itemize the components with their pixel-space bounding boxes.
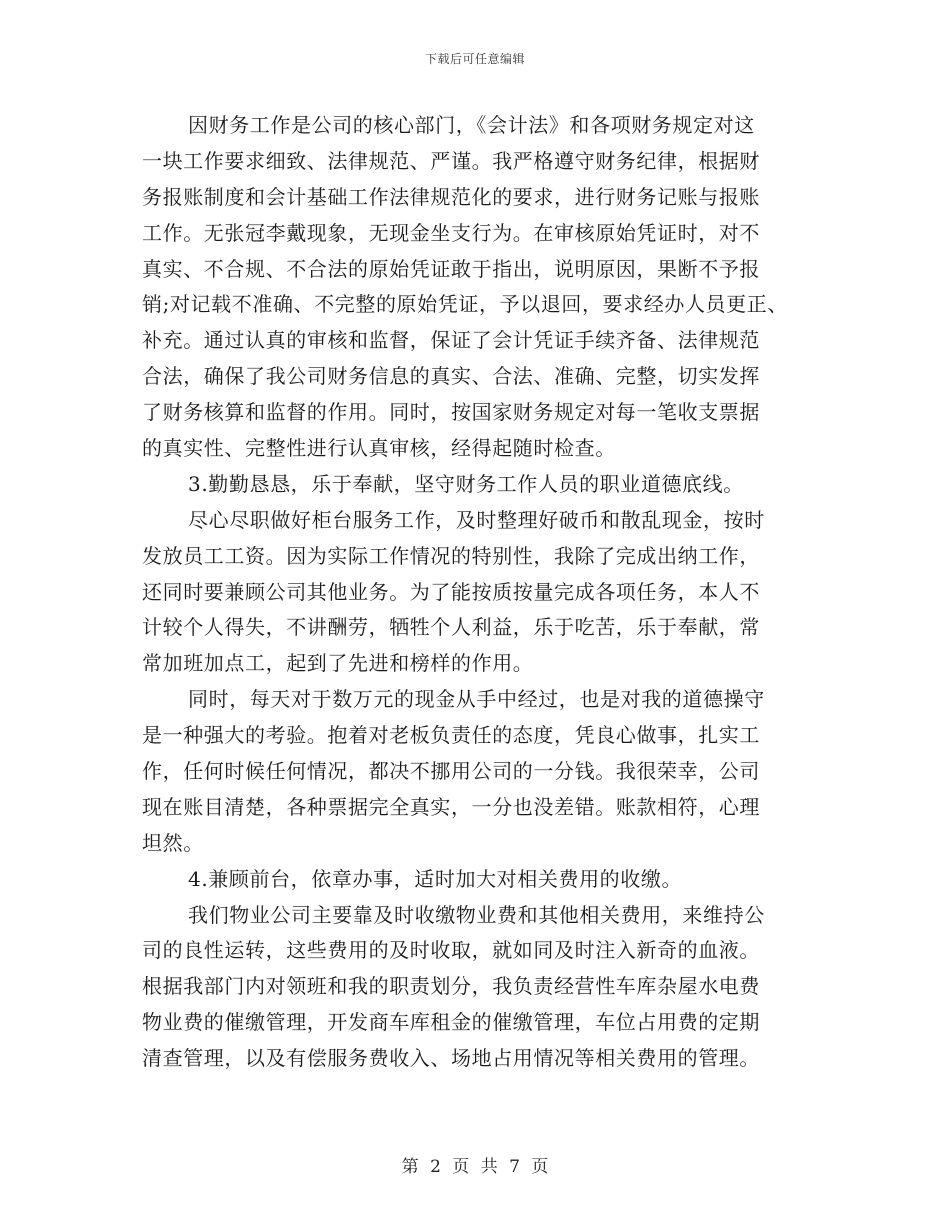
body-line: 计较个人得失，不讲酬劳，牺牲个人利益，乐于吃苦，乐于奉献，常 [142,615,760,640]
body-line: 清查管理，以及有偿服务费收入、场地占用情况等相关费用的管理。 [142,1046,760,1071]
body-line: 司的良性运转，这些费用的及时收取，就如同及时注入新奇的血液。 [142,938,760,963]
body-line: 还同时要兼顾公司其他业务。为了能按质按量完成各项任务，本人不 [142,579,760,604]
body-line: 合法，确保了我公司财务信息的真实、合法、准确、完整，切实发挥 [142,364,760,389]
body-line: 补充。通过认真的审核和监督，保证了会计凭证手续齐备、法律规范 [142,328,760,353]
body-line: 一块工作要求细致、法律规范、严谨。我严格遵守财务纪律，根据财 [142,148,760,173]
body-line: 同时，每天对于数万元的现金从手中经过，也是对我的道德操守 [188,687,765,712]
document-body [142,108,822,1077]
body-line: 工作。无张冠李戴现象，无现金坐支行为。在审核原始凭证时，对不 [142,220,760,245]
body-line: 销;对记载不准确、不完整的原始凭证，予以退回，要求经办人员更正、 [142,292,788,317]
body-line: 坦然。 [142,830,204,855]
body-line: 现在账目清楚，各种票据完全真实，一分也没差错。账款相符，心理 [142,794,760,819]
section-heading: 4.兼顾前台，依章办事，适时加大对相关费用的收缴。 [188,866,683,891]
body-line: 尽心尽职做好柜台服务工作，及时整理好破币和散乱现金，按时 [188,507,765,532]
page-number-footer: 第 2 页 共 7 页 [401,1157,549,1177]
body-line: 真实、不合规、不合法的原始凭证敢于指出，说明原因，果断不予报 [142,256,760,281]
body-line: 作，任何时候任何情况，都决不挪用公司的一分钱。我很荣幸，公司 [142,759,760,784]
page-header-note: 下载后可任意编辑 [424,52,525,66]
body-line: 因财务工作是公司的核心部门，《会计法》和各项财务规定对这 [188,113,755,137]
body-line: 物业费的催缴管理，开发商车库租金的催缴管理，车位占用费的定期 [142,1010,760,1035]
body-line: 发放员工工资。因为实际工作情况的特别性，我除了完成出纳工作， [142,543,760,568]
body-line: 务报账制度和会计基础工作法律规范化的要求，进行财务记账与报账 [142,184,760,209]
body-line: 是一种强大的考验。抱着对老板负责任的态度，凭良心做事，扎实工 [142,723,760,748]
body-line: 常加班加点工，起到了先进和榜样的作用。 [142,651,534,676]
body-line: 根据我部门内对领班和我的职责划分，我负责经营性车库杂屋水电费 [142,974,760,999]
section-heading: 3.勤勤恳恳，乐于奉献，坚守财务工作人员的职业道德底线。 [188,471,744,496]
body-line: 的真实性、完整性进行认真审核，经得起随时检查。 [142,436,616,461]
body-line: 我们物业公司主要靠及时收缴物业费和其他相关费用，来维持公 [188,902,765,927]
body-line: 了财务核算和监督的作用。同时，按国家财务规定对每一笔收支票据 [142,400,760,425]
